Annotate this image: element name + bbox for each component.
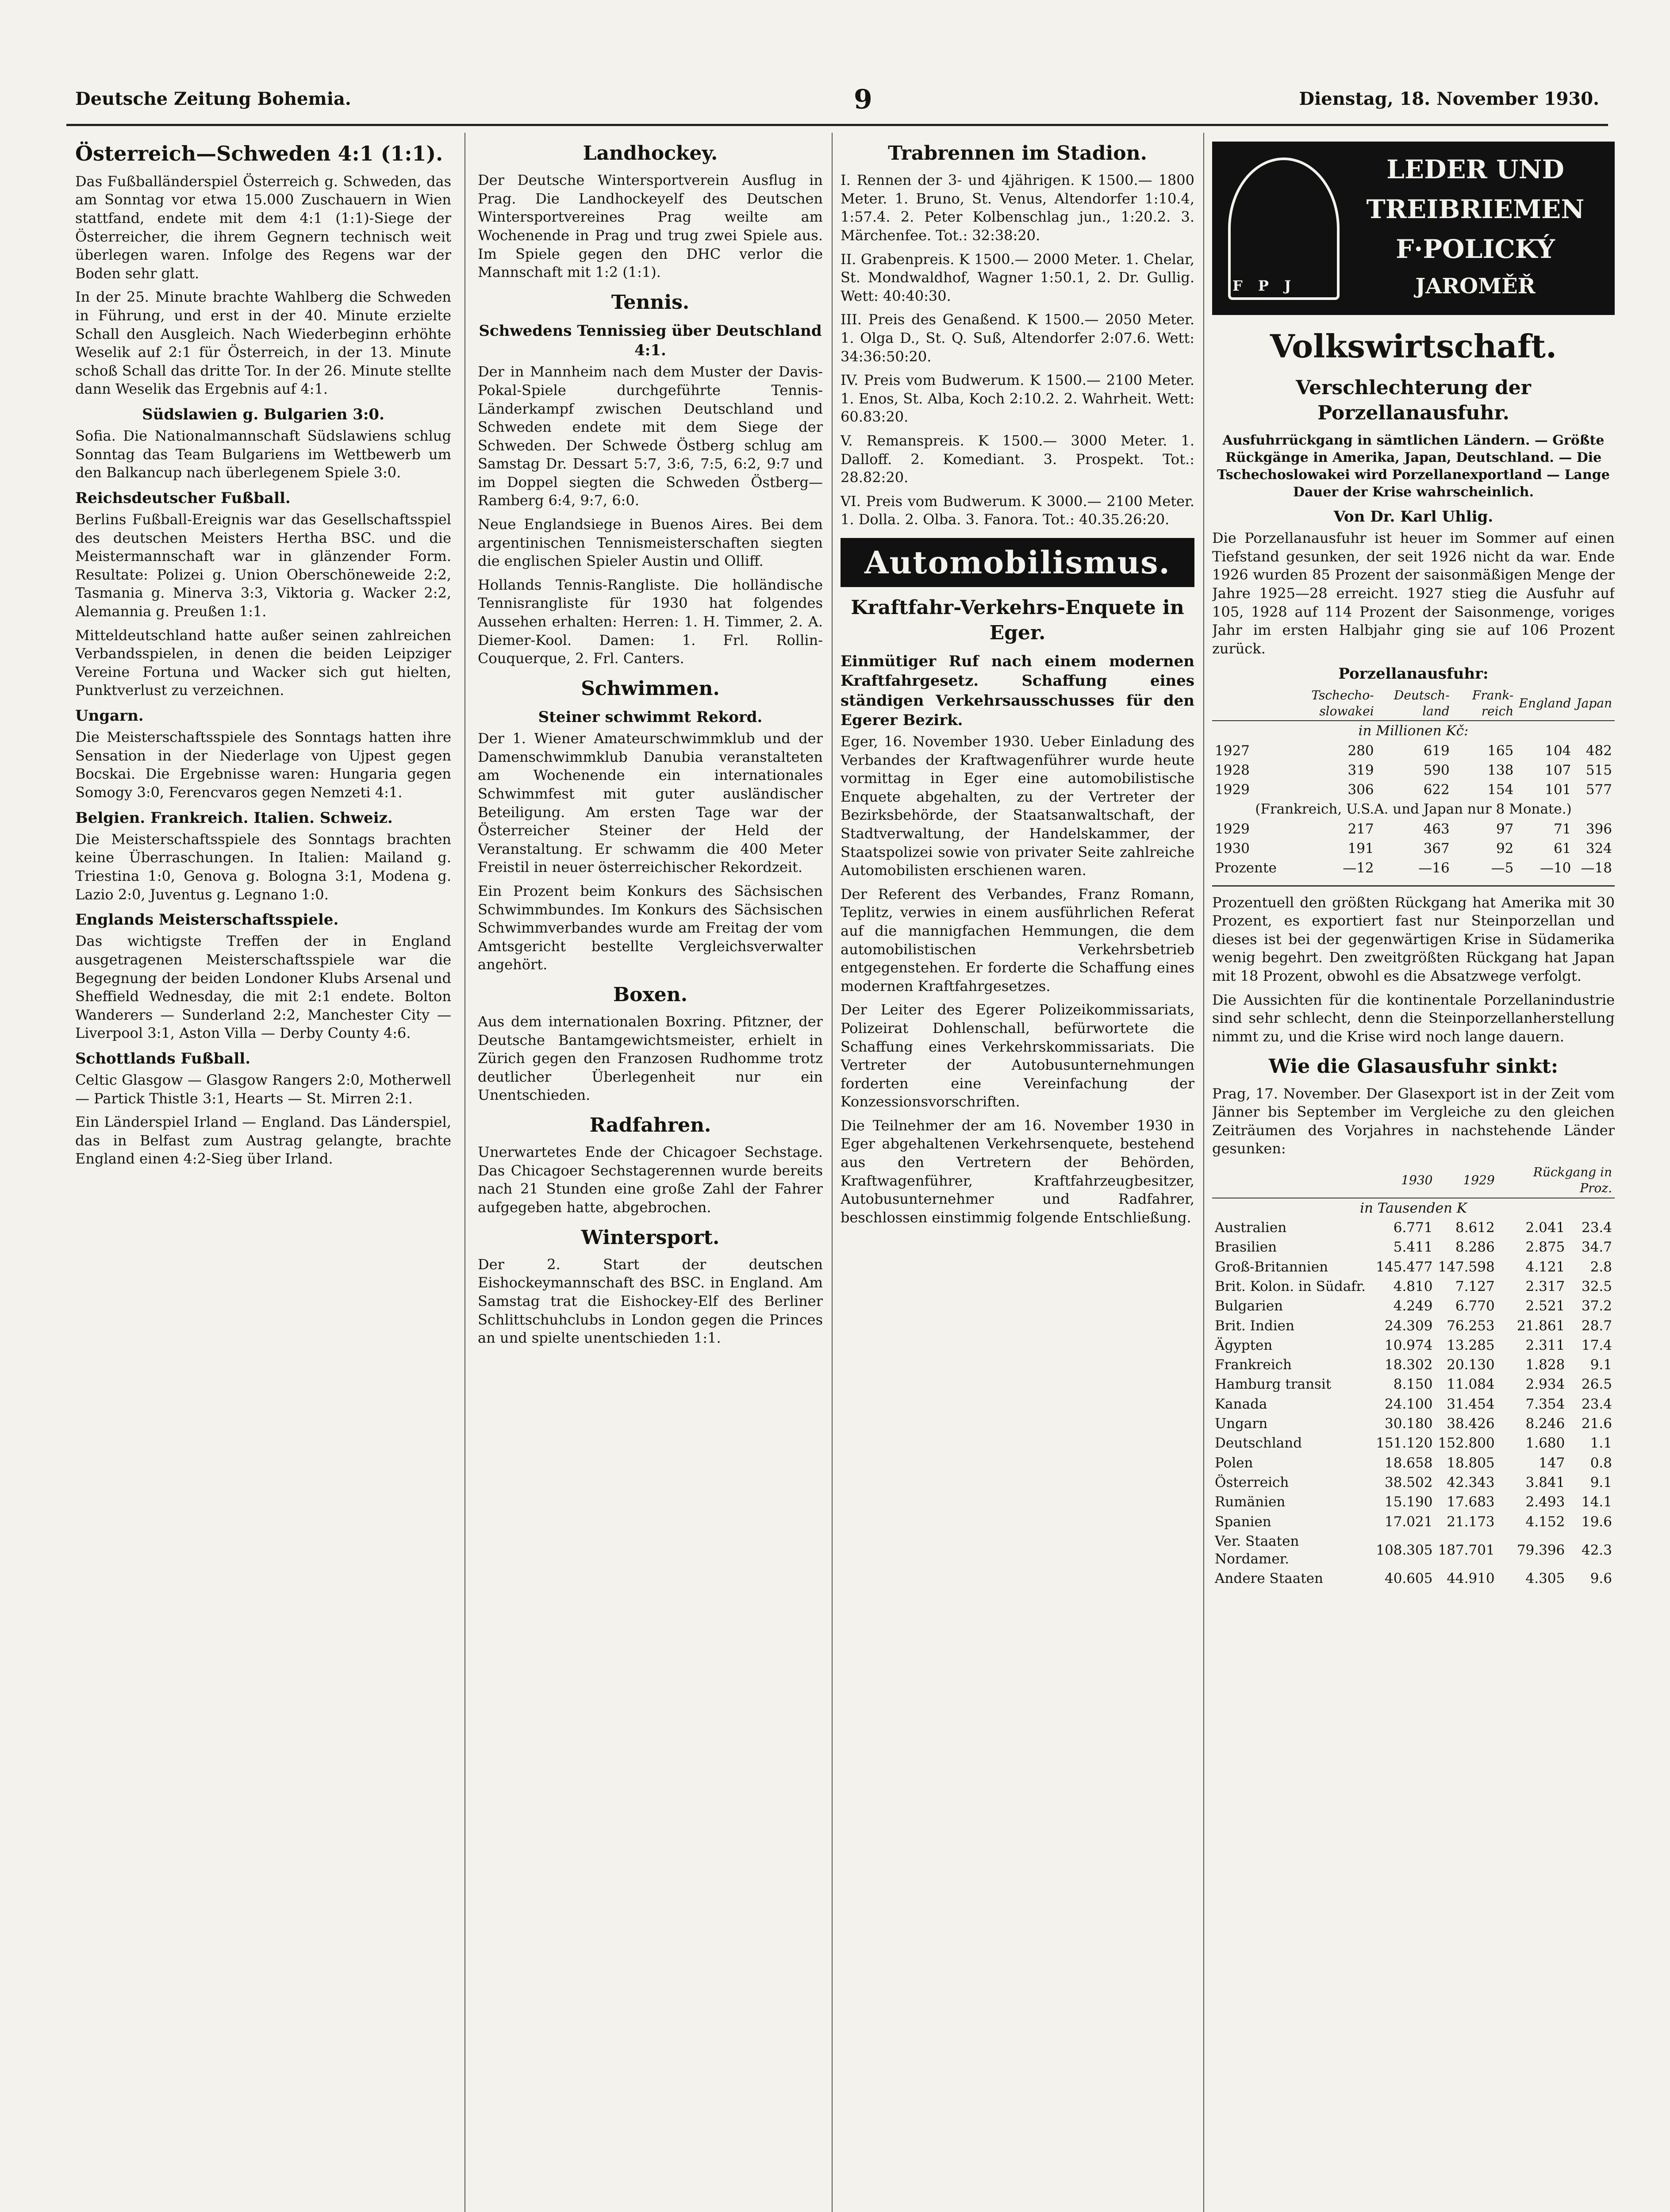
article-paragraph: Ein Prozent beim Konkurs des Sächsischen Schwimmbundes. Im Konkurs des Sächsischen Schwimmverbandes wurde am Freitag der vom Amtsgericht bestellte Vergleichsverwalter angehört. — [478, 882, 823, 973]
table-cell: —10 — [1539, 860, 1571, 876]
column-sports-football — [75, 133, 451, 2212]
table-cell: 619 — [1423, 742, 1450, 759]
table-cell: Deutschland — [1215, 1435, 1302, 1452]
table-cell: 19.6 — [1581, 1513, 1612, 1530]
article-paragraph: Der 2. Start der deutschen Eishockeymannschaft des BSC. in England. Am Samstag trat die Eishockey-Elf des Berliner Schlittschuhclubs in London gegen die Princes an und spielte unentschieden 1:1. — [478, 1256, 823, 1347]
table-cell: 17.683 — [1447, 1494, 1495, 1510]
table-cell: 28.7 — [1581, 1317, 1612, 1334]
headline-scotland: Schottlands Fußball. — [75, 1049, 251, 1068]
table-cell: Ver. Staaten Nordamer. — [1215, 1533, 1299, 1567]
subheadline-porcelain: Ausfuhrrückgang in sämtlichen Ländern. — Größte Rückgänge in Amerika, Japan, Deutschland. — Die Tschechoslowakei wird Porzellanexportland — Lange Dauer der Krise wahrscheinlich. — [1217, 432, 1610, 500]
table-row — [1212, 1198, 1615, 1218]
table-cell: 2.934 — [1525, 1376, 1565, 1393]
table-header: Rückgang in Proz. — [1497, 1164, 1615, 1198]
table-row — [1212, 1433, 1615, 1453]
table-cell: 13.285 — [1447, 1337, 1495, 1353]
table-row — [1212, 858, 1615, 878]
table-cell: 622 — [1423, 782, 1450, 798]
table-cell: Rumänien — [1215, 1494, 1286, 1510]
table-cell: Frankreich — [1215, 1357, 1292, 1373]
table-cell: 31.454 — [1447, 1396, 1495, 1412]
table-row — [1212, 1394, 1615, 1414]
table-row — [1212, 1336, 1615, 1355]
table-cell: 44.910 — [1447, 1571, 1495, 1587]
table-cell: 76.253 — [1447, 1317, 1495, 1334]
headline-foreign-leagues: Belgien. Frankreich. Italien. Schweiz. — [75, 809, 393, 827]
table-cell: 6.770 — [1455, 1298, 1495, 1314]
article-paragraph: Die Meisterschaftsspiele des Sonntags brachten keine Überraschungen. In Italien: Mailand g. Triestina 1:0, Genova g. Bologna 3:1, Modena g. Lazio 2:0, Juventus g. Legnano 1:0. — [75, 830, 451, 903]
table-cell: —5 — [1491, 860, 1514, 876]
table-cell: 165 — [1487, 742, 1514, 759]
table-cell: 37.2 — [1581, 1298, 1612, 1314]
article-paragraph: Der in Mannheim nach dem Muster der Davis-Pokal-Spiele durchgeführte Tennis-Länderkampf zwischen Deutschland und Schweden endete mit dem Siege der Schweden. Der Schwede Östberg schlug am Samstag Dr. Dessart 5:7, 3:6, 7:5, 6:2, 9:7 und im Doppel siegten die Schweden Östberg—Ramberg 6:4, 9:7, 6:0. — [478, 363, 823, 509]
headline-glass-export: Wie die Glasausfuhr sinkt: — [1268, 1055, 1559, 1078]
table-cell: Ungarn — [1215, 1416, 1268, 1432]
column-racing-automobile — [841, 133, 1194, 2212]
article-paragraph: Eger, 16. November 1930. Ueber Einladung des Verbandes der Kraftwagenführer wurde heute vormittag in Eger eine automobilistische Enquete abgehalten, zu der Vertreter der Bezirksbehörde, der Staatsanwaltschaft, der Stadtverwaltung, der Handelskammer, der Staatspolizei sowie von privater Seite zahlreiche Automobilisten erschienen waren. — [841, 733, 1194, 879]
table-cell: 10.974 — [1384, 1337, 1433, 1353]
table-cell: 17.4 — [1581, 1337, 1612, 1353]
table-unit: in Millionen Kč: — [1358, 723, 1469, 739]
masthead-rule — [66, 124, 1608, 126]
table-cell: 32.5 — [1581, 1278, 1612, 1294]
article-paragraph: Die Teilnehmer der am 16. November 1930 in Eger abgehaltenen Verkehrsenquete, bestehend aus den Vertretern der Behörden, Kraftwagenführer, Kraftfahrzeugbesitzer, Autobusunternehmer und Radfahrer, beschlossen einstimmig folgende Entschließung. — [841, 1117, 1194, 1226]
article-paragraph: Celtic Glasgow — Glasgow Rangers 2:0, Motherwell — Partick Thistle 3:1, Hearts — St. Mirren 2:1. — [75, 1071, 451, 1107]
table-row — [1212, 1414, 1615, 1433]
table-title-porcelain: Porzellanausfuhr: — [1338, 665, 1489, 683]
table-cell: 21.6 — [1581, 1416, 1612, 1432]
table-cell: 147 — [1539, 1455, 1565, 1471]
article-paragraph: Mitteldeutschland hatte außer seinen zahlreichen Verbandsspielen, in denen die beiden Leipziger Vereine Fortuna und Wacker sich gut hielten, Punktverlust zu verzeichnen. — [75, 626, 451, 699]
table-cell: 3.841 — [1525, 1474, 1565, 1490]
table-cell: Brasilien — [1215, 1239, 1277, 1256]
article-paragraph: In der 25. Minute brachte Wahlberg die Schweden in Führung, und erst in der 40. Minute erzielte Schall den Ausgleich. Nach Wiederbeginn erhöhte Weselik auf 2:1 für Österreich, in der 13. Minute schoß Schall das dritte Tor. In der 26. Minute stellte dann Weselik das Ergebnis auf 4:1. — [75, 288, 451, 398]
headline-hungary: Ungarn. — [75, 707, 144, 725]
table-cell: 151.120 — [1376, 1435, 1433, 1452]
table-row — [1212, 839, 1615, 858]
table-cell: 4.810 — [1393, 1278, 1433, 1294]
table-cell: 2.041 — [1525, 1220, 1565, 1236]
table-cell: 590 — [1423, 762, 1450, 778]
table-cell: 1.828 — [1525, 1357, 1565, 1373]
table-cell: 24.309 — [1384, 1317, 1433, 1334]
table-cell: 38.502 — [1384, 1474, 1433, 1490]
table-header — [1212, 687, 1279, 721]
table-cell: 7.354 — [1525, 1396, 1565, 1412]
table-note: (Frankreich, U.S.A. und Japan nur 8 Monate.) — [1255, 801, 1572, 818]
table-cell: 108.305 — [1376, 1542, 1433, 1558]
issue-date: Dienstag, 18. November 1930. — [1299, 88, 1599, 109]
table-row — [1212, 1569, 1615, 1588]
table-row — [1212, 1492, 1615, 1512]
divider — [1212, 885, 1615, 887]
article-paragraph: Der Deutsche Wintersportverein Ausflug in Prag. Die Landhockeyelf des Deutschen Wintersportvereines Prag weilte am Wochenende in Prag und trug zwei Spiele aus. Im Spiele gegen den DHC verlor die Mannschaft mit 1:2 (1:1). — [478, 172, 823, 281]
table-cell: 4.121 — [1525, 1259, 1565, 1275]
headline-enquete-eger: Kraftfahr-Verkehrs-Enquete in Eger. — [851, 596, 1184, 645]
headline-hockey: Landhockey. — [583, 142, 718, 165]
table-row — [1212, 1296, 1615, 1316]
headline-tennis: Tennis. — [611, 291, 690, 314]
table-cell: 217 — [1348, 821, 1374, 837]
table-cell: Brit. Kolon. in Südafr. — [1215, 1278, 1366, 1294]
table-cell: 107 — [1545, 762, 1571, 778]
table-cell: Bulgarien — [1215, 1298, 1283, 1314]
headline-tennis-sweden: Schwedens Tennissieg über Deutschland 4:1. — [479, 322, 822, 360]
table-cell: 2.521 — [1525, 1298, 1565, 1314]
byline: Von Dr. Karl Uhlig. — [1333, 507, 1493, 526]
ad-initials: F P J — [1232, 277, 1297, 294]
subheadline-enquete: Einmütiger Ruf nach einem modernen Kraftfahrgesetz. Schaffung eines ständigen Verkehrsausschusses für den Egerer Bezirk. — [841, 653, 1194, 729]
table-cell: 14.1 — [1581, 1494, 1612, 1510]
table-cell: 92 — [1496, 841, 1514, 857]
article-paragraph: Neue Englandsiege in Buenos Aires. Bei dem argentinischen Tennismeisterschaften siegten die englischen Spieler Austin und Olliff. — [478, 516, 823, 570]
table-row — [1212, 819, 1615, 839]
table-cell: 8.150 — [1393, 1376, 1433, 1393]
table-header: Tschecho-slowakei — [1279, 687, 1377, 721]
headline-german-football: Reichsdeutscher Fußball. — [75, 489, 291, 507]
table-cell: Spanien — [1215, 1513, 1271, 1530]
race-result: III. Preis des Genaßend. K 1500.— 2050 Meter. 1. Olga D., St. Q. Suß, Altendorfer 2:07.6. Wett: 34:36:50:20. — [841, 311, 1194, 365]
table-cell: 145.477 — [1376, 1259, 1433, 1275]
headline-swimming: Schwimmen. — [581, 677, 720, 700]
table-cell: Österreich — [1215, 1474, 1289, 1490]
table-cell: 4.305 — [1525, 1571, 1565, 1587]
table-cell: Australien — [1215, 1220, 1287, 1236]
table-cell: 23.4 — [1581, 1220, 1612, 1236]
headline-yugoslavia-bulgaria: Südslawien g. Bulgarien 3:0. — [142, 405, 384, 423]
table-cell: 23.4 — [1581, 1396, 1612, 1412]
glass-export-table — [1212, 1164, 1615, 1589]
table-cell: 367 — [1423, 841, 1450, 857]
table-cell: 26.5 — [1581, 1376, 1612, 1393]
table-header: Japan — [1574, 687, 1615, 721]
article-paragraph: Prag, 17. November. Der Glasexport ist in der Zeit vom Jänner bis September im Vergleiche zu den gleichen Zeiträumen des Vorjahres in nachstehende Länder gesunken: — [1212, 1085, 1615, 1157]
table-cell: Brit. Indien — [1215, 1317, 1294, 1334]
table-cell: Groß-Britannien — [1215, 1259, 1328, 1275]
table-cell: 2.493 — [1525, 1494, 1565, 1510]
race-result: VI. Preis vom Budwerum. K 3000.— 2100 Meter. 1. Dolla. 2. Olba. 3. Fanora. Tot.: 40.35.26:20. — [841, 492, 1194, 528]
table-row — [1212, 1277, 1615, 1296]
table-cell: 319 — [1348, 762, 1374, 778]
table-row — [1212, 1316, 1615, 1336]
table-cell: 6.771 — [1393, 1220, 1433, 1236]
table-cell: 20.130 — [1447, 1357, 1495, 1373]
table-cell: 101 — [1545, 782, 1571, 798]
table-cell: 152.800 — [1438, 1435, 1495, 1452]
table-cell: 9.1 — [1590, 1357, 1612, 1373]
table-header: England — [1516, 687, 1574, 721]
race-result: I. Rennen der 3- und 4jährigen. K 1500.— 1800 Meter. 1. Bruno, St. Venus, Altendorfer 1:10.4, 1:57.4. 2. Peter Kolbenschlag jun., 1:20.2. 3. Märchenfee. Tot.: 32:38:20. — [841, 172, 1194, 244]
article-paragraph: Berlins Fußball-Ereignis war das Gesellschaftsspiel des deutschen Meisters Hertha BSC. und die Meistermannschaft war in glänzender Form. Resultate: Polizei g. Union Oberschöneweide 2:2, Tasmania g. Minerva 3:3, Viktoria g. Wacker 2:2, Alemannia g. Preußen 1:1. — [75, 511, 451, 620]
table-row — [1212, 799, 1615, 819]
article-paragraph: Prozentuell den größten Rückgang hat Amerika mit 30 Prozent, es exportiert fast nur Steinporzellan und dieses ist bei der gegenwärtigen Krise in Südamerika wenig begehrt. Den zweitgrößten Rückgang hat Japan mit 18 Prozent, obwohl es die Absatzwege verfolgt. — [1212, 894, 1615, 985]
table-cell: —18 — [1581, 860, 1612, 876]
table-row — [1212, 1453, 1615, 1473]
table-cell: 147.598 — [1438, 1259, 1495, 1275]
article-paragraph: Der 1. Wiener Amateurschwimmklub und der Damenschwimmklub Danubia veranstalteten am Wochenende ein internationales Schwimmfest mit guter ausländischer Beteiligung. Am ersten Tage war der Österreicher Steiner der Held der Veranstaltung. Er schwamm die 400 Meter Freistil in neuer österreichischer Rekordzeit. — [478, 730, 823, 876]
table-cell: 21.861 — [1516, 1317, 1565, 1334]
table-cell: 396 — [1586, 821, 1612, 837]
section-banner-automobile: Automobilismus. — [841, 538, 1194, 587]
article-paragraph: Die Aussichten für die kontinentale Porzellanindustrie sind sehr schlecht, denn die Steinporzellanherstellung nimmt zu, und die Krise wird noch lange dauern. — [1212, 991, 1615, 1045]
column-sports-misc — [478, 133, 823, 2212]
table-cell: 7.127 — [1455, 1278, 1495, 1294]
table-cell: 463 — [1423, 821, 1450, 837]
race-result: V. Remanspreis. K 1500.— 3000 Meter. 1. Dalloff. 2. Komediant. 3. Prospekt. Tot.: 28.82:20. — [841, 432, 1194, 486]
table-row — [1212, 741, 1615, 760]
table-header: Frank-reich — [1452, 687, 1516, 721]
table-cell: 5.411 — [1393, 1239, 1433, 1256]
table-cell: 306 — [1348, 782, 1374, 798]
section-heading-economy: Volkswirtschaft. — [1270, 327, 1557, 365]
headline-wintersport: Wintersport. — [581, 1226, 720, 1249]
table-cell: 9.6 — [1590, 1571, 1612, 1587]
table-cell: 24.100 — [1384, 1396, 1433, 1412]
table-cell: 1929 — [1215, 782, 1250, 798]
table-unit: in Tausenden K — [1360, 1200, 1467, 1216]
table-cell: Hamburg transit — [1215, 1376, 1332, 1393]
table-cell: 324 — [1586, 841, 1612, 857]
article-paragraph: Ein Länderspiel Irland — England. Das Länderspiel, das in Belfast zum Austrag gelangte, brachte England einen 4:2-Sieg über Irland. — [75, 1114, 451, 1167]
table-cell: 4.152 — [1525, 1513, 1565, 1530]
table-cell: 9.1 — [1590, 1474, 1612, 1490]
table-cell: 42.343 — [1447, 1474, 1495, 1490]
table-cell: 8.286 — [1455, 1239, 1495, 1256]
table-cell: 2.311 — [1525, 1337, 1565, 1353]
table-cell: 1.680 — [1525, 1435, 1565, 1452]
table-cell: 17.021 — [1384, 1513, 1433, 1530]
table-cell: Polen — [1215, 1455, 1253, 1471]
table-row — [1212, 1237, 1615, 1257]
race-result: II. Grabenpreis. K 1500.— 2000 Meter. 1. Chelar, St. Mondwaldhof, Wagner 1:50.1, 2. Dr. Gullig. Wett: 40:40:30. — [841, 250, 1194, 304]
table-cell: 34.7 — [1581, 1239, 1612, 1256]
table-row — [1212, 1532, 1615, 1569]
article-paragraph: Die Meisterschaftsspiele des Sonntags hatten ihre Sensation in der Niederlage von Ujpest gegen Bocskai. Die Ergebnisse waren: Hungaria gegen Somogy 3:0, Ferencvaros gegen Nemzeti 4:1. — [75, 729, 451, 801]
article-paragraph: Der Referent des Verbandes, Franz Romann, Teplitz, verwies in einem ausführlichen Referat auf die mannigfachen Hemmungen, die dem automobilistischen Verkehrsbetrieb entgegenstehen. Er forderte die Schaffung eines modernen Kraftfahrgesetzes. — [841, 885, 1194, 995]
article-paragraph: Hollands Tennis-Rangliste. Die holländische Tennisrangliste für 1930 hat folgendes Aussehen erhalten: Herren: 1. H. Timmer, 2. A. Diemer-Kool. Damen: 1. Frl. Rollin-Couquerque, 2. Frl. Canters. — [478, 576, 823, 667]
table-row — [1212, 1375, 1615, 1394]
article-paragraph: Aus dem internationalen Boxring. Pfitzner, der Deutsche Bantamgewichtsmeister, erhielt in Zürich gegen den Franzosen Rudhomme trotz deutlicher Überlegenheit nur ein Unentschieden. — [478, 1013, 823, 1104]
table-header: 1930 — [1373, 1164, 1435, 1198]
table-cell: 15.190 — [1384, 1494, 1433, 1510]
table-cell: 79.396 — [1516, 1542, 1565, 1558]
table-cell: 21.173 — [1447, 1513, 1495, 1530]
column-economy — [1212, 133, 1615, 2212]
table-header — [1212, 1164, 1373, 1198]
table-cell: 2.875 — [1525, 1239, 1565, 1256]
article-paragraph: Das Fußballänderspiel Österreich g. Schweden, das am Sonntag vor etwa 15.000 Zuschauern in Wien stattfand, endete mit dem 4:1 (1:1)-Siege der Österreicher, die ihrem Gegnern technisch weit überlegen waren. Infolge des Regens war der Boden sehr glatt. — [75, 173, 451, 282]
table-cell: 1930 — [1215, 841, 1250, 857]
table-cell: 8.246 — [1525, 1416, 1565, 1432]
table-row — [1212, 1218, 1615, 1237]
article-paragraph: Die Porzellanausfuhr ist heuer im Sommer auf einen Tiefstand gesunken, der seit 1926 nicht da war. Ende 1926 wurden 85 Prozent der saisonmäßigen Menge der Jahre 1925—28 erreicht. 1927 stieg die Ausfuhr auf 105, 1928 auf 114 Prozent der Saisonmenge, voriges Jahr im ersten Halbjahr ging sie auf 106 Prozent zurück. — [1212, 530, 1615, 657]
table-cell: 40.605 — [1384, 1571, 1433, 1587]
table-row — [1212, 1473, 1615, 1492]
headline-porcelain: Verschlechterung der Porzellanausfuhr. — [1296, 376, 1531, 424]
table-row — [1212, 1512, 1615, 1532]
table-cell: —16 — [1418, 860, 1450, 876]
table-cell: 18.658 — [1384, 1455, 1433, 1471]
table-cell: 191 — [1348, 841, 1374, 857]
paper-name: Deutsche Zeitung Bohemia. — [75, 88, 351, 109]
headline-boxing: Boxen. — [613, 983, 688, 1006]
ad-text: LEDER UND — [1386, 154, 1564, 184]
table-row — [1212, 721, 1615, 741]
ad-text: F·POLICKÝ — [1396, 234, 1555, 264]
table-cell: 42.3 — [1581, 1542, 1612, 1558]
porcelain-export-table — [1212, 687, 1615, 878]
race-result: IV. Preis vom Budwerum. K 1500.— 2100 Meter. 1. Enos, St. Alba, Koch 2:10.2. 2. Wahrheit. Wett: 60.83:20. — [841, 372, 1194, 426]
table-cell: 18.805 — [1447, 1455, 1495, 1471]
table-cell: 2.317 — [1525, 1278, 1565, 1294]
masthead — [66, 84, 1608, 119]
table-row — [1212, 760, 1615, 780]
headline-steiner-record: Steiner schwimmt Rekord. — [538, 708, 763, 726]
ad-text: JAROMĚŘ — [1415, 274, 1536, 299]
table-cell: Ägypten — [1215, 1337, 1273, 1353]
ad-text: TREIBRIEMEN — [1366, 194, 1585, 224]
table-cell: Prozente — [1215, 860, 1277, 876]
table-cell: 104 — [1545, 742, 1571, 759]
column-divider — [1203, 133, 1204, 2212]
table-row — [1212, 1257, 1615, 1277]
table-cell: 71 — [1553, 821, 1571, 837]
table-cell: 577 — [1586, 782, 1612, 798]
table-row — [1212, 780, 1615, 799]
table-cell: Kanada — [1215, 1396, 1267, 1412]
table-cell: 97 — [1496, 821, 1514, 837]
table-cell: 482 — [1586, 742, 1612, 759]
table-cell: 38.426 — [1447, 1416, 1495, 1432]
table-cell: 1929 — [1215, 821, 1250, 837]
advertisement-leather — [1212, 142, 1615, 315]
table-cell: 280 — [1348, 742, 1374, 759]
table-cell: 30.180 — [1384, 1416, 1433, 1432]
table-cell: Andere Staaten — [1215, 1571, 1323, 1587]
table-cell: 138 — [1487, 762, 1514, 778]
table-header: 1929 — [1435, 1164, 1497, 1198]
table-cell: 515 — [1586, 762, 1612, 778]
table-cell: 0.8 — [1590, 1455, 1612, 1471]
table-cell: 2.8 — [1590, 1259, 1612, 1275]
table-cell: 1928 — [1215, 762, 1250, 778]
article-paragraph: Der Leiter des Egerer Polizeikommissariats, Polizeirat Dohlenschall, befürwortete die Schaffung eines Verkehrskommissariats. Die Vertreter der Autobusunternehmungen forderten eine Vereinfachung der Konzessionsvorschriften. — [841, 1001, 1194, 1110]
article-paragraph: Sofia. Die Nationalmannschaft Südslawiens schlug Sonntag das Team Bulgariens im Wettbewerb um den Balkancup nach überlegenem Spiele 3:0. — [75, 427, 451, 481]
headline-cycling: Radfahren. — [589, 1114, 711, 1137]
headline-england: Englands Meisterschaftsspiele. — [75, 911, 339, 929]
table-cell: 11.084 — [1447, 1376, 1495, 1393]
page-number: 9 — [854, 84, 872, 115]
table-cell: —12 — [1343, 860, 1374, 876]
headline-austria-sweden: Österreich—Schweden 4:1 (1:1). — [75, 142, 443, 165]
table-cell: 154 — [1487, 782, 1514, 798]
table-cell: 4.249 — [1393, 1298, 1433, 1314]
table-cell: 61 — [1553, 841, 1571, 857]
article-paragraph: Das wichtigste Treffen der in England ausgetragenen Meisterschaftsspiele war die Begegnung der beiden Londoner Klubs Arsenal und Sheffield Wednesday, die mit 2:1 endete. Bolton Wanderers — Sunderland 2:2, Manchester City — Liverpool 3:1, Aston Villa — Derby County 4:6. — [75, 933, 451, 1042]
headline-trotting: Trabrennen im Stadion. — [888, 142, 1147, 165]
table-header: Deutsch-land — [1377, 687, 1452, 721]
table-cell: 1927 — [1215, 742, 1250, 759]
article-paragraph: Unerwartetes Ende der Chicagoer Sechstage. Das Chicagoer Sechstagerennen wurde bereits nach 21 Stunden eine große Zahl der Fahrer aufgegeben hatte, abgebrochen. — [478, 1144, 823, 1216]
table-cell: 187.701 — [1438, 1542, 1495, 1558]
table-cell: 8.612 — [1455, 1220, 1495, 1236]
table-cell: 1.1 — [1590, 1435, 1612, 1452]
table-row — [1212, 1355, 1615, 1375]
table-cell: 18.302 — [1384, 1357, 1433, 1373]
column-divider — [832, 133, 833, 2212]
